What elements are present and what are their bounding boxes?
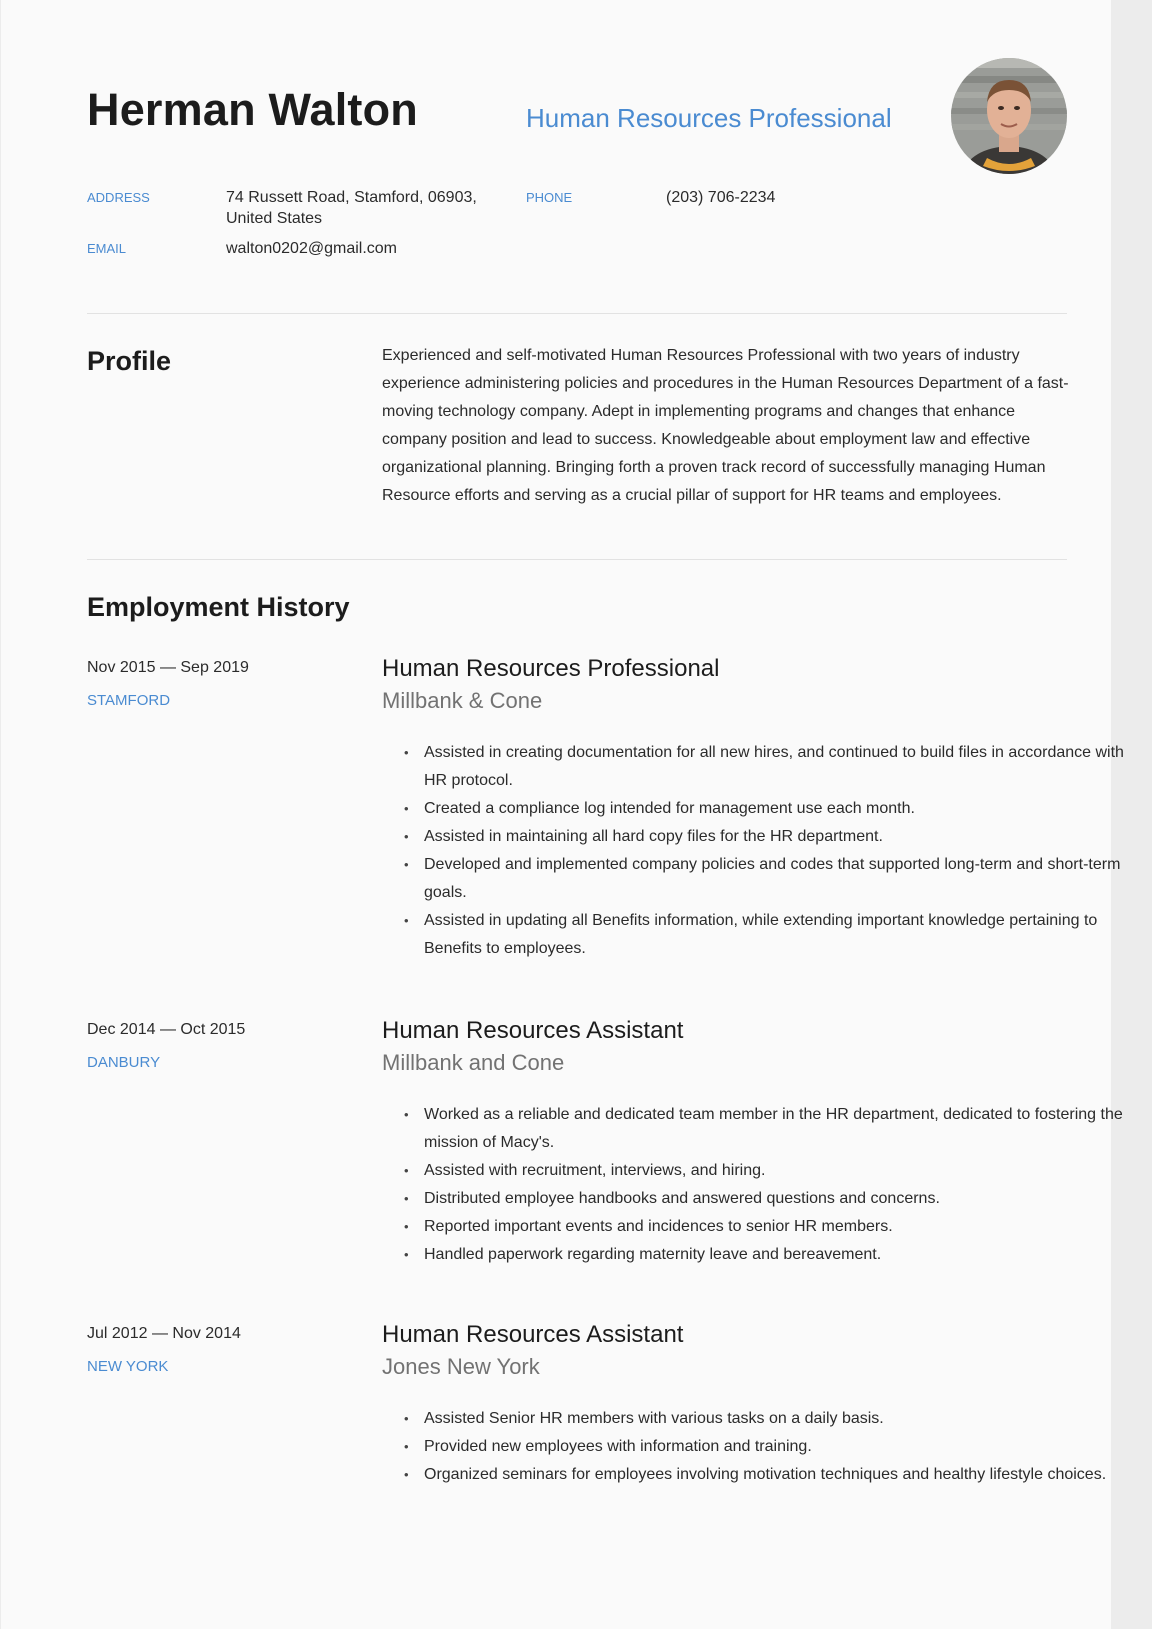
job-role: Human Resources Professional [382, 655, 720, 682]
address-line-1: 74 Russett Road, Stamford, 06903, [226, 189, 477, 206]
job-company: Millbank and Cone [382, 1050, 565, 1075]
candidate-job-title: Human Resources Professional [526, 103, 892, 133]
list-item: • Handled paperwork regarding maternity leave and bereavement. [424, 1241, 1124, 1269]
phone-label: PHONE [526, 190, 573, 205]
list-item: • Assisted with recruitment, interviews, and hiring. [424, 1157, 1124, 1185]
list-item: • Distributed employee handbooks and answered questions and concerns. [424, 1185, 1124, 1213]
job-role: Human Resources Assistant [382, 1321, 684, 1348]
job-company: Jones New York [382, 1354, 540, 1379]
avatar [951, 58, 1067, 174]
employment-heading: Employment History [87, 592, 350, 622]
email-label: EMAIL [87, 241, 127, 256]
job-city: DANBURY [87, 1054, 161, 1071]
job-dates: Nov 2015 — Sep 2019 [87, 659, 249, 676]
profile-heading: Profile [87, 346, 172, 376]
portrait-photo-icon [951, 58, 1067, 174]
list-item: • Assisted Senior HR members with various tasks on a daily basis. [424, 1405, 1124, 1433]
job-dates: Jul 2012 — Nov 2014 [87, 1325, 241, 1342]
list-item: • Assisted in creating documentation for all new hires, and continued to build files in accordance with HR protocol. [424, 739, 1124, 795]
list-item: • Assisted in updating all Benefits information, while extending important knowledge pertaining to Benefits to employees. [424, 907, 1124, 963]
email-value: walton0202@gmail.com [226, 240, 397, 257]
list-item: • Created a compliance log intended for management use each month. [424, 795, 1124, 823]
list-item: • Organized seminars for employees involving motivation techniques and healthy lifestyle choices. [424, 1461, 1124, 1489]
address-line-2: United States [226, 210, 323, 227]
job-city: NEW YORK [87, 1358, 169, 1375]
address-label: ADDRESS [87, 190, 150, 205]
list-item: • Provided new employees with information and training. [424, 1433, 1124, 1461]
candidate-name: Herman Walton [87, 84, 418, 135]
job-company: Millbank & Cone [382, 688, 543, 713]
list-item: • Developed and implemented company policies and codes that supported long-term and short-term goals. [424, 851, 1124, 907]
list-item: • Assisted in maintaining all hard copy files for the HR department. [424, 823, 1124, 851]
phone-value: (203) 706-2234 [666, 189, 776, 206]
job-bullet-list [382, 1405, 1124, 1489]
resume-page [1, 0, 1124, 1629]
list-item: • Worked as a reliable and dedicated team member in the HR department, dedicated to fostering the mission of Macy's. [424, 1101, 1124, 1157]
job-role: Human Resources Assistant [382, 1017, 684, 1044]
job-city: STAMFORD [87, 692, 171, 709]
list-item: • Reported important events and incidences to senior HR members. [424, 1213, 1124, 1241]
job-bullet-list [382, 739, 1124, 963]
section-divider [87, 559, 1067, 560]
job-dates: Dec 2014 — Oct 2015 [87, 1021, 246, 1038]
job-bullet-list [382, 1101, 1124, 1269]
profile-summary: Experienced and self-motivated Human Resources Professional with two years of industry experience administering policies and procedures in the Human Resources Department of a fast-moving technology company. Adept in implementing programs and changes that enhance company position and lead to success. Knowledgeable about employment law and effective organizational planning. Bringing forth a proven track record of successfully managing Human Resource efforts and serving as a crucial pillar of support for HR teams and employees. [382, 347, 1069, 504]
section-divider [87, 313, 1067, 314]
